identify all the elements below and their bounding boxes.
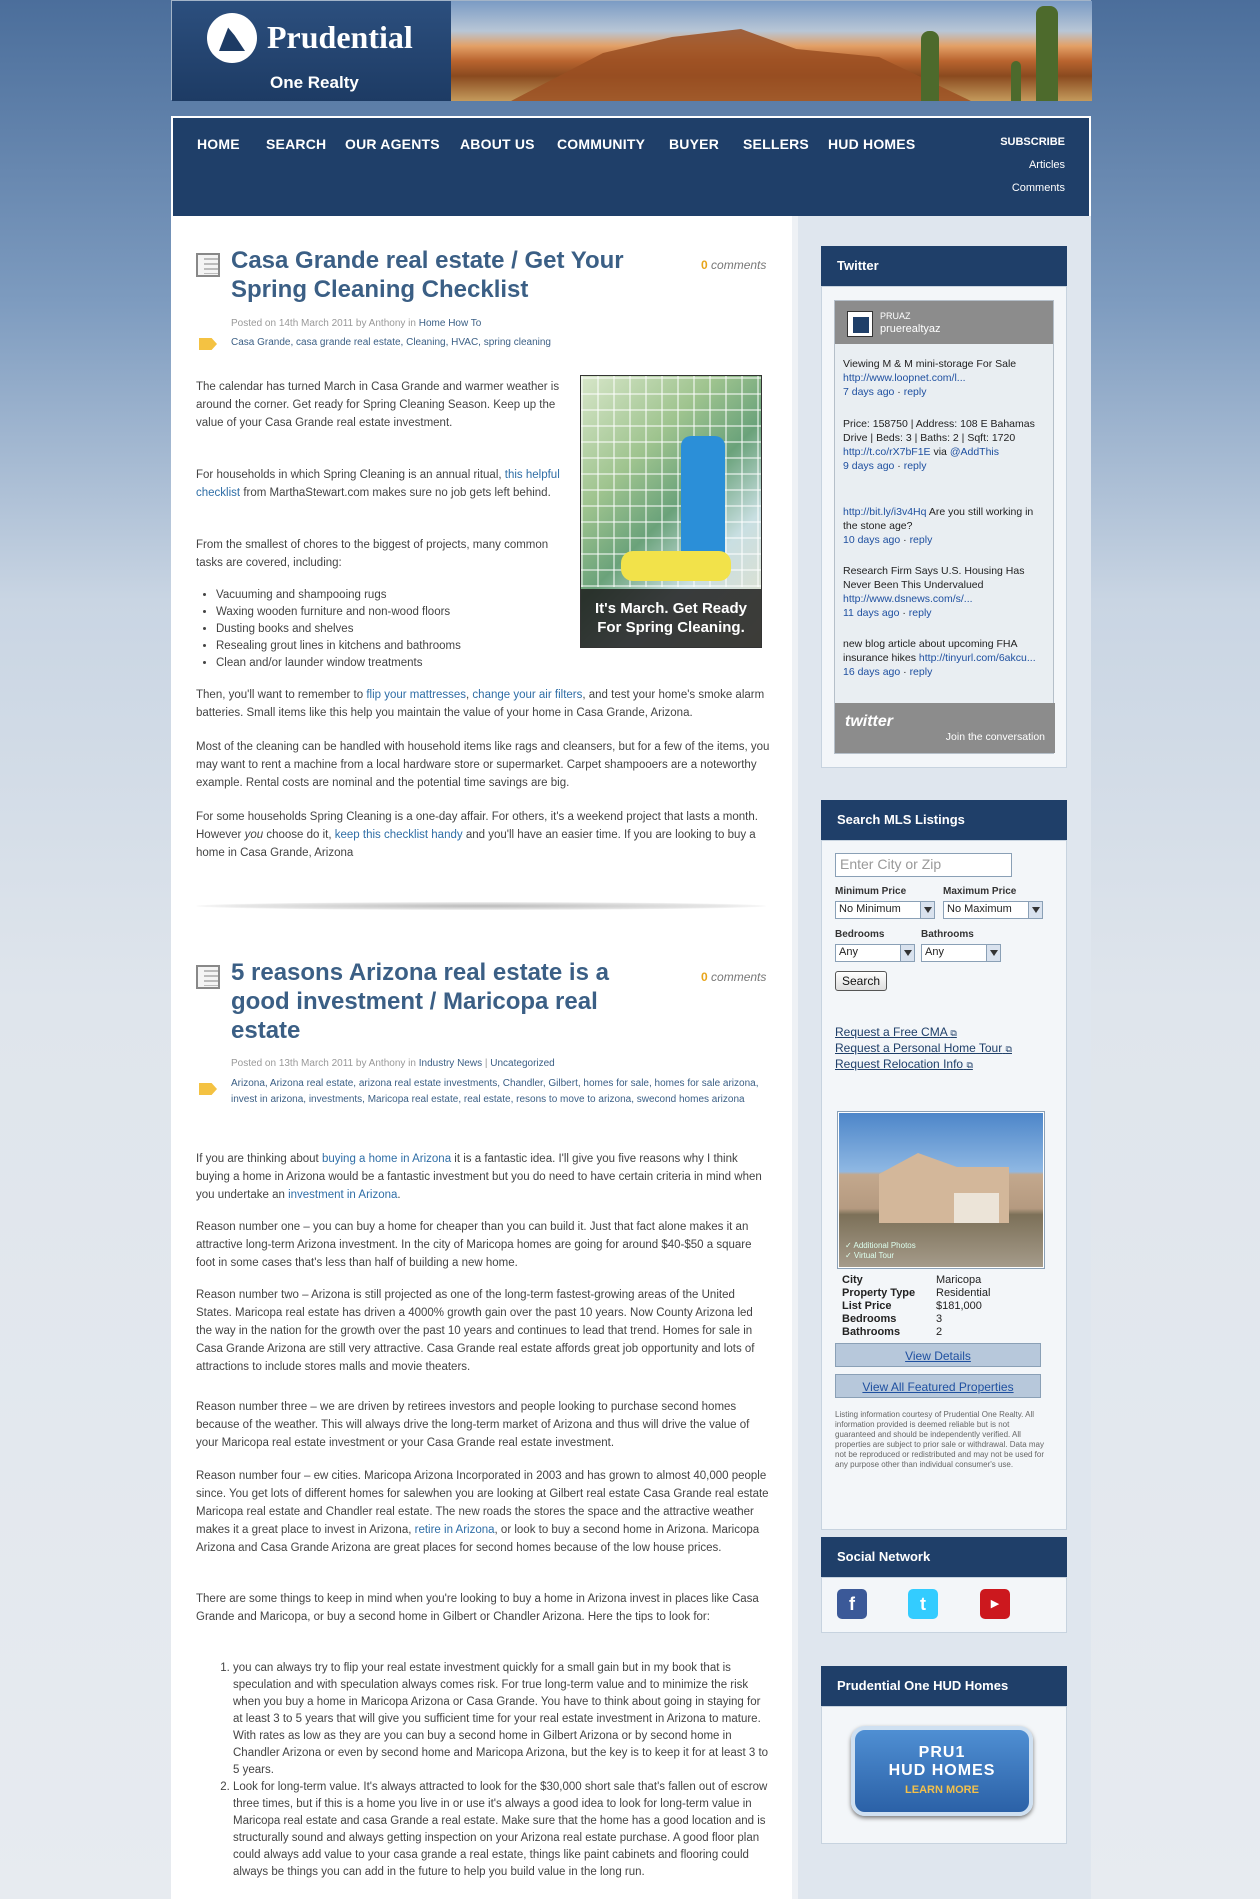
tweet-reply[interactable]: reply <box>903 460 927 472</box>
post-icon <box>196 965 220 989</box>
subscribe-articles-link[interactable]: Articles <box>1028 159 1065 171</box>
tweet-link[interactable]: http://www.dsnews.com/s/... <box>843 593 973 605</box>
chevron-down-icon <box>1028 902 1042 918</box>
post-meta: Posted on 14th March 2011 by Anthony in Home How To <box>231 318 482 329</box>
list-item: 2. Look for long-term value. It's always attracted to look for the $30,000 short sale that's fallen out of escrow three times, but if this is a home you live in or use it's always a good idea to look for long-term value in Maricopa real estate and casa Grande a real estate. Make sure that the home has a good location and is structurally sound and always getting inspection on your Arizona real estate purchase. A good floor plan could always add value to your casa grande a real estate, things like paint cabinets and flooring could always be things you can add in the future to help you build value in the long run. <box>233 1779 771 1881</box>
min-price-select[interactable]: No Minimum <box>835 901 935 919</box>
tweet-time[interactable]: 7 days ago <box>843 386 895 398</box>
twitter-icon[interactable]: t <box>908 1589 938 1619</box>
paragraph: From the smallest of chores to the biggest of projects, many common tasks are covered, including: <box>196 539 549 569</box>
search-button[interactable]: Search <box>835 971 887 991</box>
content-wrapper <box>171 0 1091 1899</box>
twitter-handle[interactable]: pruerealtyaz <box>880 323 941 335</box>
tweet-link[interactable]: http://www.loopnet.com/l... <box>843 372 966 384</box>
nav-hud-homes[interactable]: HUD HOMES <box>828 136 916 152</box>
tweet: Viewing M & M mini-storage For Sale http://www.loopnet.com/l... 7 days ago · reply <box>843 358 1017 398</box>
paragraph: If you are thinking about buying a home in Arizona it is a fantastic idea. I'll give you five reasons why I think buying a home in Arizona would be a fantastic investment but you do need to have certain criteria in mind when you undertake an investment in Arizona. <box>196 1153 762 1201</box>
category-link[interactable]: Home How To <box>418 318 482 329</box>
paragraph: Reason number two – Arizona is still projected as one of the long-term fastest-growing areas of the United States. Maricopa real estate has driven a 4000% growth gain over the past 10 years. Now County Arizona led the way in the nation for the growth over the past 10 years and continues to lead that trend. Homes for sale in Casa Grande Arizona are still very attractive. Casa Grande real estate affords great job opportunity and lots of attractions to include stores malls and movie theaters. <box>196 1289 755 1373</box>
chevron-down-icon <box>900 945 914 961</box>
category-link[interactable]: Uncategorized <box>490 1058 555 1069</box>
buying-home-link[interactable]: buying a home in Arizona <box>321 1153 452 1165</box>
tweet: Price: 158750 | Address: 108 E Bahamas Drive | Beds: 3 | Baths: 2 | Sqft: 1720 http://t.co/rX7bF1E via @AddThis 9 days ago · reply <box>843 418 1035 472</box>
tweet-mention[interactable]: @AddThis <box>949 446 1000 458</box>
nav-search[interactable]: SEARCH <box>266 136 327 152</box>
bathrooms-select[interactable]: Any <box>921 944 1001 962</box>
hud-heading: Prudential One HUD Homes <box>821 1666 1067 1706</box>
tweet: new blog article about upcoming FHA insurance hikes http://tinyurl.com/6akcu... 16 days ago · reply <box>843 638 1036 678</box>
nav-home[interactable]: HOME <box>197 136 240 152</box>
avatar[interactable] <box>847 311 873 337</box>
paragraph: Then, you'll want to remember to flip your mattresses, change your air filters, and test your home's smoke alarm batteries. Small items like this help you maintain the value of your home in Casa Grande, Arizona. <box>196 689 765 719</box>
join-conversation-link[interactable]: Join the conversation <box>945 731 1045 743</box>
paragraph: Reason number four – ew cities. Maricopa Arizona Incorporated in 2003 and has grown to almost 40,000 people since. You get lots of different homes for salewhen you are looking at Gilbert real estate Casa Grande real estate Maricopa real estate and Chandler real estate. The new roads the stores the space and the attractive weather makes it a great place to invest in Arizona, retire in Arizona, or look to buy a second home in Arizona. Maricopa Arizona and Casa Grande Arizona are great places for second homes because of the low house prices. <box>196 1470 769 1554</box>
post-icon <box>196 253 220 277</box>
twitter-feed <box>834 300 1054 754</box>
list-item: • Waxing wooden furniture and non-wood floors <box>216 604 556 621</box>
property-values: Maricopa Residential $181,000 3 2 <box>936 1274 991 1338</box>
social-heading: Social Network <box>821 1537 1067 1577</box>
bedrooms-label: Bedrooms <box>835 929 885 940</box>
property-labels: City Property Type List Price Bedrooms Bathrooms <box>842 1274 916 1338</box>
category-link[interactable]: Industry News <box>418 1058 483 1069</box>
list-item: • Resealing grout lines in kitchens and bathrooms <box>216 638 556 655</box>
twitter-footer <box>835 703 1055 753</box>
comments-count[interactable]: 0 comments <box>701 258 767 272</box>
paragraph: There are some things to keep in mind when you're looking to buy a home in Arizona invest in places like Casa Grande and Maricopa, or buy a second home in Gilbert or Chandler Arizona. Here the tips to look for: <box>196 1593 759 1623</box>
checklist-link[interactable]: this helpful checklist <box>196 469 560 499</box>
external-link-icon: ⧉ <box>950 1028 957 1038</box>
list-item: 1. you can always try to flip your real estate investment quickly for a small gain but in my book that is speculation and with speculation always comes risk. For true long-term value and to minimize the risk when you buy a home in Maricopa Arizona or Casa Grande. You have to think about going in staying for at least 3 to 5 years that will give you sufficient time for your real estate investment in Arizona to mature. With rates as low as they are you can buy a second home in Gilbert Arizona or by second home in Chandler Arizona or even by second home and Maricopa Arizona, but the key is to keep it for at least 3 to 5 years. <box>233 1660 771 1779</box>
tweet-reply[interactable]: reply <box>903 386 927 398</box>
tweet-time[interactable]: 9 days ago <box>843 460 895 472</box>
tweet-link[interactable]: http://tinyurl.com/6akcu... <box>918 652 1036 664</box>
min-price-label: Minimum Price <box>835 886 907 897</box>
post-meta: Posted on 13th March 2011 by Anthony in Industry News | Uncategorized <box>231 1058 555 1069</box>
tweet-link[interactable]: http://bit.ly/i3v4Hq <box>843 506 927 518</box>
max-price-label: Maximum Price <box>943 886 1017 897</box>
list-item: • Clean and/or launder window treatments <box>216 655 556 672</box>
mls-heading: Search MLS Listings <box>821 800 1067 840</box>
facebook-icon[interactable]: f <box>837 1589 867 1619</box>
post-title[interactable]: Casa Grande real estate / Get Your Spring Cleaning Checklist <box>231 247 624 303</box>
paragraph: Most of the cleaning can be handled with household items like rags and cleansers, but for a few of the items, you may want to rent a machine from a local hardware store or supermarket. Carpet shampooers are a noteworthy example. Rental costs are nominal and the potential time savings are big. <box>196 741 770 789</box>
brand-subtitle: One Realty <box>270 73 359 92</box>
investment-link[interactable]: investment in Arizona <box>288 1189 398 1201</box>
hud-homes-button[interactable] <box>851 1726 1033 1816</box>
tweet: http://bit.ly/i3v4Hq Are you still working in the stone age? 10 days ago · reply <box>843 506 1034 546</box>
listing-disclaimer: Listing information courtesy of Prudential One Realty. All information provided is deemed reliable but is not guaranteed and should be independently verified. All properties are subject to prior sale or withdrawal. Data may not be reproduced or redistributed and may not be used for any purpose other than individual consumer's use. <box>835 1410 1045 1469</box>
bedrooms-select[interactable]: Any <box>835 944 915 962</box>
hud-line-1: PRU1 <box>918 1744 966 1761</box>
bathrooms-label: Bathrooms <box>921 929 974 940</box>
free-cma-link[interactable]: Request a Free CMA ⧉ <box>835 1025 957 1039</box>
photo-note: ✓ Additional Photos ✓ Virtual Tour <box>845 1241 916 1260</box>
retire-link[interactable]: retire in Arizona <box>414 1524 495 1536</box>
twitter-profile[interactable] <box>835 301 1053 344</box>
chevron-down-icon <box>920 902 934 918</box>
tweet-reply[interactable]: reply <box>908 607 932 619</box>
post-tags[interactable]: Arizona, Arizona real estate, arizona real estate investments, Chandler, Gilbert, homes for sale, homes for sale arizona, invest in arizona, investments, Maricopa real estate, real estate, resons to move to arizona, swecond homes arizona <box>231 1078 759 1105</box>
tips-list <box>221 1660 771 1881</box>
chevron-down-icon <box>986 945 1000 961</box>
paragraph: Reason number three – we are driven by retirees investors and people looking to purchase second homes because of the weather. This will always drive the long-term market of Arizona and thus will drive the value of your Maricopa real estate investment or your Casa Grande real estate investment. <box>196 1401 750 1449</box>
tweet-link[interactable]: http://t.co/rX7bF1E <box>843 446 931 458</box>
relocation-link[interactable]: Request Relocation Info ⧉ <box>835 1057 973 1071</box>
paragraph: The calendar has turned March in Casa Grande and warmer weather is around the corner. Get ready for Spring Cleaning Season. Keep up the value of your Casa Grande real estate investment. <box>196 381 560 429</box>
paragraph: Reason number one – you can buy a home for cheaper than you can build it. Just that fact alone makes it an attractive long-term Arizona investment. In the city of Maricopa homes are going for around $40-$50 a square foot in some cases that's less than half of building a new home. <box>196 1221 752 1269</box>
hud-learn-more: LEARN MORE <box>905 1784 979 1796</box>
list-item: • Dusting books and shelves <box>216 621 556 638</box>
twitter-logo[interactable]: twitter <box>845 713 893 730</box>
post-tags[interactable]: Casa Grande, casa grande real estate, Cleaning, HVAC, spring cleaning <box>231 337 551 348</box>
air-filter-link[interactable]: change your air filters <box>472 689 583 701</box>
view-all-featured-link[interactable]: View All Featured Properties <box>835 1374 1041 1398</box>
tweet: Research Firm Says U.S. Housing Has Never Been This Undervalued http://www.dsnews.com/s/... 11 days ago · reply <box>843 565 1025 619</box>
subscribe-label: SUBSCRIBE <box>1000 136 1065 148</box>
post-divider <box>196 902 766 910</box>
tweet-time[interactable]: 11 days ago <box>843 607 900 619</box>
twitter-name: PRUAZ <box>880 311 911 321</box>
twitter-heading: Twitter <box>821 246 1067 286</box>
nav-about-us[interactable]: ABOUT US <box>460 136 535 152</box>
mattress-link[interactable]: flip your mattresses <box>366 689 467 701</box>
tweet-reply[interactable]: reply <box>909 534 933 546</box>
tweet-time[interactable]: 16 days ago <box>843 666 901 678</box>
image-caption: It's March. Get Ready For Spring Cleaning. <box>581 589 761 647</box>
nav-our-agents[interactable]: OUR AGENTS <box>345 136 440 152</box>
nav-community[interactable]: COMMUNITY <box>557 136 646 152</box>
subscribe-comments-link[interactable]: Comments <box>1011 182 1065 194</box>
post-title[interactable]: 5 reasons Arizona real estate is a good investment / Maricopa real estate <box>231 959 609 1044</box>
paragraph: For households in which Spring Cleaning is an annual ritual, this helpful checklist from MarthaStewart.com makes sure no job gets left behind. <box>196 469 560 499</box>
featured-property-photo[interactable] <box>838 1112 1044 1268</box>
comments-count[interactable]: 0 comments <box>701 970 767 984</box>
tweet-reply[interactable]: reply <box>909 666 933 678</box>
spring-cleaning-image <box>580 375 762 648</box>
tweet-time[interactable]: 10 days ago <box>843 534 901 546</box>
nav-buyer[interactable]: BUYER <box>669 136 720 152</box>
list-item: • Vacuuming and shampooing rugs <box>216 587 556 604</box>
external-link-icon: ⧉ <box>1005 1044 1012 1054</box>
city-zip-input[interactable]: Enter City or Zip <box>835 853 1012 877</box>
external-link-icon: ⧉ <box>966 1060 973 1070</box>
youtube-icon[interactable]: ▶ <box>980 1589 1010 1619</box>
nav-sellers[interactable]: SELLERS <box>743 136 809 152</box>
view-details-link[interactable]: View Details <box>835 1343 1041 1367</box>
hud-line-2: HUD HOMES <box>888 1762 996 1779</box>
max-price-select[interactable]: No Maximum <box>943 901 1043 919</box>
paragraph: For some households Spring Cleaning is a one-day affair. For others, it's a weekend project that lasts a month. However you choose do it, keep this checklist handy and you'll have an easier time. If you are looking to buy a home in Casa Grande, Arizona <box>196 811 758 859</box>
checklist-handy-link[interactable]: keep this checklist handy <box>334 829 463 841</box>
home-tour-link[interactable]: Request a Personal Home Tour ⧉ <box>835 1041 1012 1055</box>
task-list <box>216 587 556 672</box>
brand-name: Prudential <box>267 19 413 55</box>
